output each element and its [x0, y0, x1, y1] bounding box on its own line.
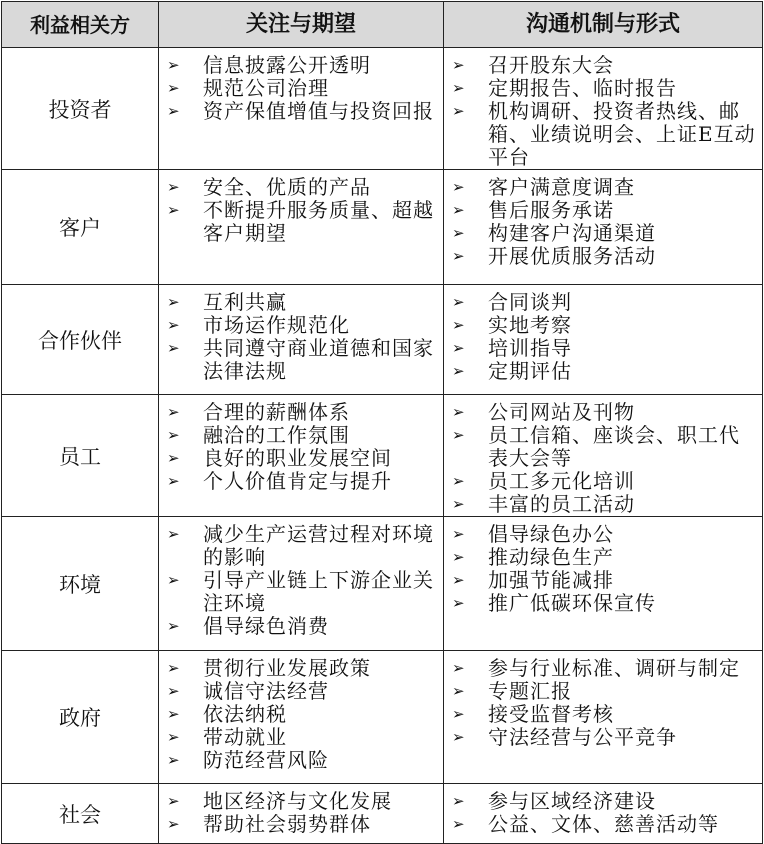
channels-cell: [444, 285, 763, 395]
concerns-cell: [159, 170, 444, 285]
list-item: [167, 176, 439, 199]
list-item-text: 帮助社会弱势群体: [203, 812, 371, 836]
list-item: [167, 77, 439, 100]
stakeholder-table: [1, 1, 763, 844]
list-item-text: 倡导绿色消费: [203, 614, 329, 638]
concerns-list: [159, 285, 443, 383]
stakeholder-name: 客户: [2, 170, 159, 285]
list-item: [167, 291, 439, 314]
arrow-bullet-icon: ➢: [452, 426, 466, 444]
list-item: [167, 199, 439, 245]
list-item-text: 召开股东大会: [488, 53, 614, 77]
list-item-text: 引导产业链上下游企业关注环境: [203, 568, 434, 615]
list-item-text: 定期报告、临时报告: [488, 76, 677, 100]
channels-list: [444, 170, 762, 268]
arrow-bullet-icon: ➢: [167, 472, 181, 490]
channels-cell: [444, 651, 763, 784]
list-item: [167, 337, 439, 383]
list-item-text: 个人价值肯定与提升: [203, 469, 392, 493]
arrow-bullet-icon: ➢: [167, 617, 181, 635]
list-item-text: 推广低碳环保宣传: [488, 591, 656, 615]
list-item: [167, 424, 439, 447]
list-item: [167, 470, 439, 493]
stakeholder-name: 社会: [2, 784, 159, 844]
list-item-text: 信息披露公开透明: [203, 53, 371, 77]
arrow-bullet-icon: ➢: [452, 682, 466, 700]
table-body: [2, 48, 763, 844]
list-item: [452, 424, 758, 470]
list-item: [452, 54, 758, 77]
list-item: [167, 680, 439, 703]
arrow-bullet-icon: ➢: [167, 79, 181, 97]
list-item: [452, 657, 758, 680]
list-item: [452, 592, 758, 615]
channels-list: [444, 48, 762, 169]
list-item-text: 共同遵守商业道德和国家法律法规: [203, 336, 434, 383]
arrow-bullet-icon: ➢: [167, 449, 181, 467]
arrow-bullet-icon: ➢: [167, 815, 181, 833]
list-item-text: 接受监督考核: [488, 702, 614, 726]
arrow-bullet-icon: ➢: [452, 705, 466, 723]
list-item-text: 守法经营与公平竞争: [488, 725, 677, 749]
arrow-bullet-icon: ➢: [452, 201, 466, 219]
arrow-bullet-icon: ➢: [452, 224, 466, 242]
list-item: [452, 523, 758, 546]
list-item: [167, 703, 439, 726]
arrow-bullet-icon: ➢: [167, 659, 181, 677]
arrow-bullet-icon: ➢: [167, 728, 181, 746]
arrow-bullet-icon: ➢: [452, 548, 466, 566]
list-item: [167, 401, 439, 424]
list-item-text: 良好的职业发展空间: [203, 446, 392, 470]
list-item: [452, 470, 758, 493]
table-row: [2, 517, 763, 651]
arrow-bullet-icon: ➢: [452, 728, 466, 746]
list-item: [452, 199, 758, 222]
list-item-text: 参与行业标准、调研与制定: [488, 656, 740, 680]
arrow-bullet-icon: ➢: [452, 102, 466, 120]
list-item: [167, 749, 439, 772]
arrow-bullet-icon: ➢: [167, 201, 181, 219]
list-item: [452, 680, 758, 703]
list-item: [167, 657, 439, 680]
list-item-text: 参与区域经济建设: [488, 789, 656, 813]
list-item: [452, 360, 758, 383]
header-channels: 沟通机制与形式: [444, 2, 763, 48]
list-item: [452, 77, 758, 100]
arrow-bullet-icon: ➢: [167, 571, 181, 589]
list-item: [452, 569, 758, 592]
list-item-text: 售后服务承诺: [488, 198, 614, 222]
arrow-bullet-icon: ➢: [452, 495, 466, 513]
arrow-bullet-icon: ➢: [167, 682, 181, 700]
arrow-bullet-icon: ➢: [167, 178, 181, 196]
list-item-text: 公益、文体、慈善活动等: [488, 812, 719, 836]
list-item: [452, 703, 758, 726]
list-item: [452, 291, 758, 314]
list-item-text: 公司网站及刊物: [488, 400, 635, 424]
table-row: [2, 285, 763, 395]
arrow-bullet-icon: ➢: [452, 178, 466, 196]
list-item: [452, 546, 758, 569]
list-item: [167, 569, 439, 615]
concerns-cell: [159, 784, 444, 844]
channels-cell: [444, 517, 763, 651]
list-item: [452, 337, 758, 360]
list-item: [452, 222, 758, 245]
arrow-bullet-icon: ➢: [452, 362, 466, 380]
list-item-text: 专题汇报: [488, 679, 572, 703]
table-row: [2, 48, 763, 170]
concerns-cell: [159, 48, 444, 170]
table-row: [2, 170, 763, 285]
list-item-text: 资产保值增值与投资回报: [203, 99, 434, 123]
list-item-text: 依法纳税: [203, 702, 287, 726]
arrow-bullet-icon: ➢: [452, 79, 466, 97]
list-item-text: 定期评估: [488, 359, 572, 383]
concerns-list: [159, 48, 443, 123]
list-item: [452, 401, 758, 424]
arrow-bullet-icon: ➢: [167, 293, 181, 311]
list-item: [452, 314, 758, 337]
list-item-text: 不断提升服务质量、超越客户期望: [203, 198, 434, 245]
concerns-cell: [159, 285, 444, 395]
arrow-bullet-icon: ➢: [167, 751, 181, 769]
list-item-text: 诚信守法经营: [203, 679, 329, 703]
header-party: 利益相关方: [2, 2, 159, 48]
list-item-text: 防范经营风险: [203, 748, 329, 772]
list-item: [167, 447, 439, 470]
concerns-list: [159, 651, 443, 772]
arrow-bullet-icon: ➢: [167, 792, 181, 810]
arrow-bullet-icon: ➢: [452, 659, 466, 677]
stakeholder-name: 员工: [2, 395, 159, 517]
arrow-bullet-icon: ➢: [452, 293, 466, 311]
stakeholder-name: 环境: [2, 517, 159, 651]
list-item-text: 地区经济与文化发展: [203, 789, 392, 813]
list-item: [452, 493, 758, 516]
channels-cell: [444, 48, 763, 170]
arrow-bullet-icon: ➢: [167, 426, 181, 444]
list-item-text: 市场运作规范化: [203, 313, 350, 337]
list-item-text: 实地考察: [488, 313, 572, 337]
list-item-text: 机构调研、投资者热线、邮箱、业绩说明会、上证E互动平台: [488, 99, 756, 169]
arrow-bullet-icon: ➢: [167, 525, 181, 543]
table-row: [2, 651, 763, 784]
list-item: [452, 790, 758, 813]
list-item-text: 合同谈判: [488, 290, 572, 314]
arrow-bullet-icon: ➢: [167, 316, 181, 334]
list-item: [167, 790, 439, 813]
arrow-bullet-icon: ➢: [452, 571, 466, 589]
stakeholder-name: 合作伙伴: [2, 285, 159, 395]
arrow-bullet-icon: ➢: [452, 316, 466, 334]
arrow-bullet-icon: ➢: [452, 792, 466, 810]
stakeholder-name: 政府: [2, 651, 159, 784]
list-item-text: 贯彻行业发展政策: [203, 656, 371, 680]
list-item-text: 员工多元化培训: [488, 469, 635, 493]
list-item-text: 开展优质服务活动: [488, 244, 656, 268]
list-item-text: 倡导绿色办公: [488, 522, 614, 546]
arrow-bullet-icon: ➢: [167, 339, 181, 357]
list-item-text: 推动绿色生产: [488, 545, 614, 569]
list-item-text: 减少生产运营过程对环境的影响: [203, 522, 434, 569]
concerns-list: [159, 517, 443, 638]
concerns-cell: [159, 395, 444, 517]
list-item: [167, 100, 439, 123]
arrow-bullet-icon: ➢: [452, 56, 466, 74]
concerns-list: [159, 395, 443, 493]
arrow-bullet-icon: ➢: [167, 705, 181, 723]
channels-list: [444, 517, 762, 615]
list-item-text: 员工信箱、座谈会、职工代表大会等: [488, 423, 740, 470]
arrow-bullet-icon: ➢: [167, 102, 181, 120]
list-item: [167, 726, 439, 749]
list-item: [167, 615, 439, 638]
header-concerns: 关注与期望: [159, 2, 444, 48]
arrow-bullet-icon: ➢: [167, 403, 181, 421]
list-item: [452, 245, 758, 268]
list-item-text: 带动就业: [203, 725, 287, 749]
list-item-text: 加强节能减排: [488, 568, 614, 592]
list-item-text: 丰富的员工活动: [488, 492, 635, 516]
arrow-bullet-icon: ➢: [452, 525, 466, 543]
list-item: [167, 314, 439, 337]
list-item: [452, 726, 758, 749]
list-item-text: 互利共赢: [203, 290, 287, 314]
concerns-cell: [159, 517, 444, 651]
channels-list: [444, 285, 762, 383]
arrow-bullet-icon: ➢: [452, 403, 466, 421]
arrow-bullet-icon: ➢: [452, 247, 466, 265]
list-item: [167, 523, 439, 569]
arrow-bullet-icon: ➢: [452, 472, 466, 490]
list-item-text: 客户满意度调查: [488, 175, 635, 199]
channels-list: [444, 784, 762, 836]
list-item: [452, 176, 758, 199]
table-row: [2, 395, 763, 517]
list-item-text: 合理的薪酬体系: [203, 400, 350, 424]
concerns-list: [159, 784, 443, 836]
concerns-cell: [159, 651, 444, 784]
list-item-text: 安全、优质的产品: [203, 175, 371, 199]
channels-cell: [444, 395, 763, 517]
table-row: [2, 784, 763, 844]
channels-cell: [444, 170, 763, 285]
list-item: [167, 54, 439, 77]
list-item-text: 构建客户沟通渠道: [488, 221, 656, 245]
list-item-text: 融洽的工作氛围: [203, 423, 350, 447]
channels-cell: [444, 784, 763, 844]
concerns-list: [159, 170, 443, 245]
channels-list: [444, 395, 762, 516]
list-item: [452, 100, 758, 169]
list-item-text: 规范公司治理: [203, 76, 329, 100]
arrow-bullet-icon: ➢: [452, 594, 466, 612]
arrow-bullet-icon: ➢: [167, 56, 181, 74]
arrow-bullet-icon: ➢: [452, 815, 466, 833]
header-row: [2, 2, 763, 48]
list-item-text: 培训指导: [488, 336, 572, 360]
arrow-bullet-icon: ➢: [452, 339, 466, 357]
channels-list: [444, 651, 762, 749]
stakeholder-name: 投资者: [2, 48, 159, 170]
